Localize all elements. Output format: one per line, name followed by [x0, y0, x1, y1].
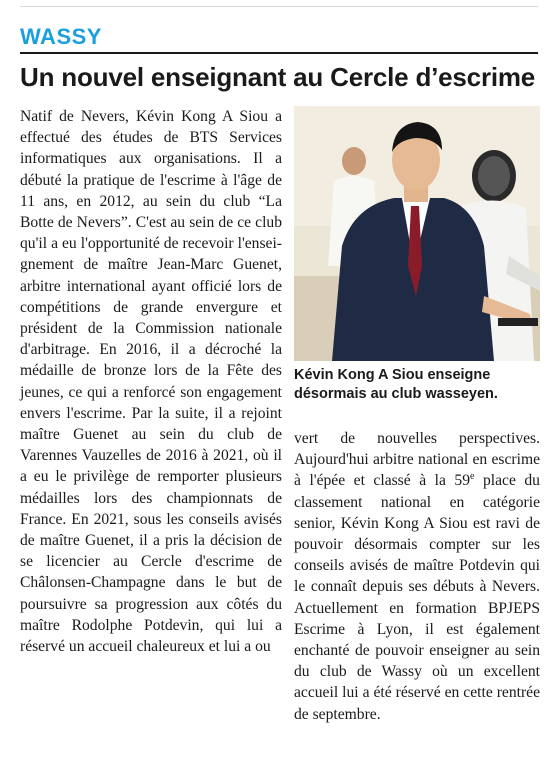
photo-illustration — [294, 106, 540, 361]
article-column-1: Natif de Nevers, Kévin Kong A Siou a effectué des études de BTS Services informatiques aux organisations. Il a débuté la pratique de l'escrime à l'âge de 11 ans, en 2012, au sein du club “La Botte de Nevers”. C'est au sein de ce club qu'il a eu l'opportunité de recevoir l'enseignement de maître Jean-Marc Guenet, arbitre international ayant officié lors de compétitions de grande envergure et président de la Commission nationale d'arbitrage. En 2016, il a décroché la médaille de bronze lors de la Fête des jeunes, ce qui a renforcé son engagement envers l'escrime. Par la suite, il a rejoint maître Guenet au sein du club de Varennes Vauzelles de 2016 à 2021, où il a eu le privilège de remporter plusieurs médailles lors des championnats de France. En 2021, sous les conseils avisés de maître Guenet, il a pris la décision de se licencier au Cercle d'escrime de Châlonsen-Champagne dans le but de poursuivre sa progression aux côtés du maître Rodolphe Potdevin, qui lui a réservé un accueil chaleureux et lui a ou — [20, 108, 282, 656]
article-photo — [294, 106, 540, 361]
article-headline: Un nouvel enseignant au Cercle d’escrime — [20, 62, 536, 92]
top-divider — [20, 6, 538, 7]
ordinal-suffix: e — [470, 471, 475, 483]
photo-caption: Kévin Kong A Siou enseigne désormais au club wasseyen. — [294, 367, 498, 402]
section-kicker: WASSY — [20, 24, 102, 49]
article-column-2 — [294, 428, 540, 725]
column-2-text-b: place du classement national en catégorie senior, Kévin Kong A Siou est ravi de pouvoir désormais compter sur les conseils avisés de maître Potdevin qui le connaît depuis ses débuts à Nevers. Actuellement en formation BPJEPS Escrime à Lyon, il est également enchanté de pouvoir enseigner au sein du club de Wassy où un excellent accueil lui a été réservé en cette rentrée de septembre. — [294, 472, 540, 723]
column-2-text-a: vert de nouvelles perspectives. Aujourd'hui arbitre national en escrime à l'épée et classé à la 59 — [294, 430, 540, 490]
kicker-rule — [20, 52, 538, 54]
